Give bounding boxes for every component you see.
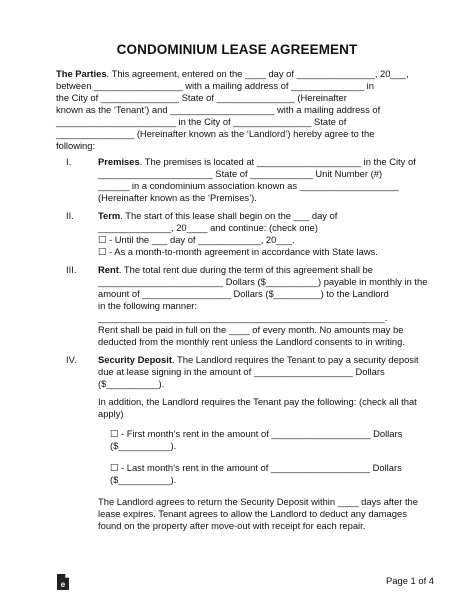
term-line-2: ______________, 20____ and continue: (check one) (98, 222, 318, 233)
rent-line-3: amount of _________________ Dollars ($_________) to the Landlord (98, 288, 389, 299)
deposit-return-line-1: The Landlord agrees to return the Security Deposit within ____ days after the (98, 496, 418, 507)
premises-line-4: (Hereinafter known as the ‘Premises’). (98, 192, 257, 203)
svg-text:e: e (60, 580, 66, 589)
rent-line-6: Rent shall be paid in full on the ____ of every month. No amounts may be (98, 324, 404, 335)
parties-line-2: between _________________ with a mailing address of ______________ in (56, 80, 374, 91)
deposit-line-1: Security Deposit. The Landlord requires the Tenant to pay a security deposit (98, 354, 419, 365)
deposit-heading: Security Deposit (98, 354, 172, 365)
rent-line-5: _______________________________________________________. (98, 312, 388, 323)
deposit-additional-line-2: apply) (98, 408, 124, 419)
deposit-return-line-3: found on the property after move-out with receipt for each repair. (98, 520, 366, 531)
document-title: CONDOMINIUM LEASE AGREEMENT (116, 42, 358, 57)
deposit-additional-line-1: In addition, the Landlord requires the Tenant pay the following: (check all that (98, 396, 417, 407)
parties-heading: The Parties (56, 68, 107, 79)
last-month-amount: ($__________). (110, 474, 177, 485)
parties-line-3: the City of _______________ State of _______________ (Hereinafter (56, 92, 347, 103)
rent-line-1: Rent. The total rent due during the term of this agreement shall be (98, 264, 373, 275)
section-number-deposit: IV. (66, 354, 77, 365)
premises-line-1: Premises. The premises is located at ____________________ in the City of (98, 156, 416, 167)
rent-heading: Rent (98, 264, 119, 275)
deposit-line-3: ($__________). (98, 378, 165, 389)
rent-line-7: deducted from the monthly rent unless the Landlord consents to in writing. (98, 336, 405, 347)
first-month-option[interactable]: ☐ - First month’s rent in the amount of ___________________ Dollars (110, 428, 403, 439)
premises-line-3: ______ in a condominium association known as ___________________ (98, 180, 399, 191)
term-line-1: Term. The start of this lease shall begin on the ___ day of (98, 210, 338, 221)
section-number-term: II. (66, 210, 74, 221)
parties-line-1: The Parties. This agreement, entered on the ____ day of _______________, 20___, (56, 68, 409, 79)
premises-line-2: ______________________ State of ____________ Unit Number (#) (98, 168, 383, 179)
term-option-until[interactable]: ☐ - Until the ___ day of ____________, 20___. (98, 234, 295, 245)
document-brand-icon (56, 573, 70, 591)
deposit-return-line-2: lease expires. Tenant agrees to allow the Landlord to deduct any damages (98, 508, 407, 519)
last-month-option[interactable]: ☐ - Last month’s rent in the amount of ___________________ Dollars (110, 462, 402, 473)
section-number-premises: I. (66, 156, 72, 167)
term-option-month-to-month[interactable]: ☐ - As a month-to-month agreement in accordance with State laws. (98, 246, 378, 257)
rent-line-2: ________________________ Dollars ($__________) payable in monthly in the (98, 276, 428, 287)
parties-line-6: _______________ (Hereinafter known as the ‘Landlord’) hereby agree to the (56, 128, 375, 139)
parties-line-7: following: (56, 140, 96, 151)
term-heading: Term (98, 210, 121, 221)
premises-heading: Premises (98, 156, 140, 167)
parties-line-5: _______________________ in the City of _______________ State of (56, 116, 347, 127)
section-number-rent: III. (66, 264, 77, 275)
page-number: Page 1 of 4 (386, 575, 434, 586)
parties-line-4: known as the ‘Tenant’) and ____________________ with a mailing address of (56, 104, 381, 115)
rent-line-4: in the following manner: (98, 300, 198, 311)
first-month-amount: ($__________). (110, 440, 177, 451)
deposit-line-2: due at lease signing in the amount of ___________________ Dollars (98, 366, 385, 377)
